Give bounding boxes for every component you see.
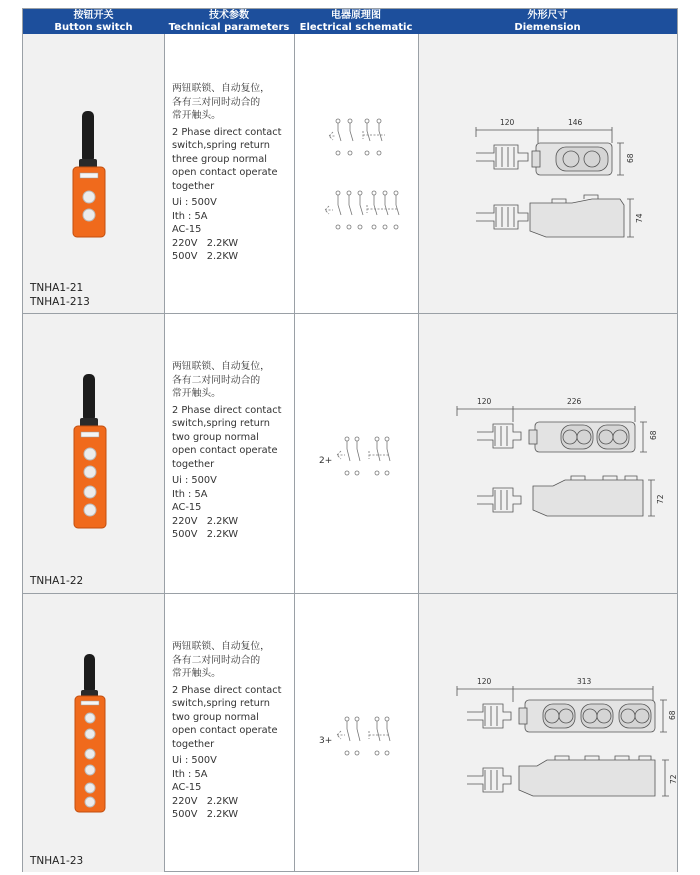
dim-cable-length: 120 — [477, 397, 492, 406]
dim-height: 74 — [635, 213, 644, 223]
schematic-prefix-label: 3+ — [319, 736, 333, 746]
dim-body-length: 146 — [568, 118, 583, 127]
dim-body-length: 226 — [567, 397, 582, 406]
dim-cable-length: 120 — [477, 677, 492, 686]
dim-cable-length: 120 — [500, 118, 515, 127]
dim-height: 72 — [669, 774, 678, 784]
pendant-switch-2-button-image — [67, 111, 113, 241]
model-name: TNHA1-23 — [30, 855, 84, 867]
electrical-schematic-2 — [319, 429, 399, 489]
model-name: TNHA1-21 TNHA1-213 — [30, 282, 90, 308]
dim-height: 72 — [656, 494, 665, 504]
column-divider — [294, 34, 295, 872]
dim-width: 68 — [649, 430, 658, 440]
technical-parameters: 两钮联锁、自动复位， 各有三对同时动合的 常开触头。 2 Phase direct contact switch,spring return three group normal open contact operate together Ui : 500V Ith : 5A AC-15 220V 2.2KW 500V 2.2KW — [172, 83, 282, 262]
header-dimension: 外形尺寸 Diemension — [514, 10, 581, 33]
dimension-drawing-1 — [472, 113, 672, 253]
column-divider — [418, 34, 419, 872]
header-technical-parameters: 技术参数 Technical parameters — [168, 10, 290, 33]
spec-table — [22, 8, 678, 872]
header-button-switch: 按钮开关 Button switch — [54, 10, 133, 33]
dim-width: 68 — [626, 153, 635, 163]
technical-parameters: 两钮联锁、自动复位， 各有二对同时动合的 常开触头。 2 Phase direct contact switch,spring return two group normal open contact operate together Ui : 500V Ith : 5A AC-15 220V 2.2KW 500V 2.2KW — [172, 641, 282, 820]
pendant-switch-6-button-image — [67, 654, 115, 814]
dim-width: 68 — [668, 710, 677, 720]
column-divider — [164, 34, 165, 872]
pendant-switch-4-button-image — [67, 374, 115, 534]
row-divider — [23, 593, 677, 594]
header-electrical-schematic: 电器原理图 Electrical schematic — [299, 10, 413, 33]
electrical-schematic-3 — [319, 709, 399, 769]
dimension-drawing-2 — [453, 392, 675, 532]
schematic-prefix-label: 2+ — [319, 456, 333, 466]
electrical-schematic-1 — [319, 109, 399, 249]
dim-body-length: 313 — [577, 677, 592, 686]
row-divider — [23, 313, 677, 314]
dimension-drawing-3 — [453, 672, 678, 812]
table-header — [23, 9, 677, 34]
technical-parameters: 两钮联锁、自动复位， 各有二对同时动合的 常开触头。 2 Phase direct contact switch,spring return two group normal open contact operate together Ui : 500V Ith : 5A AC-15 220V 2.2KW 500V 2.2KW — [172, 361, 282, 540]
model-name: TNHA1-22 — [30, 575, 84, 587]
